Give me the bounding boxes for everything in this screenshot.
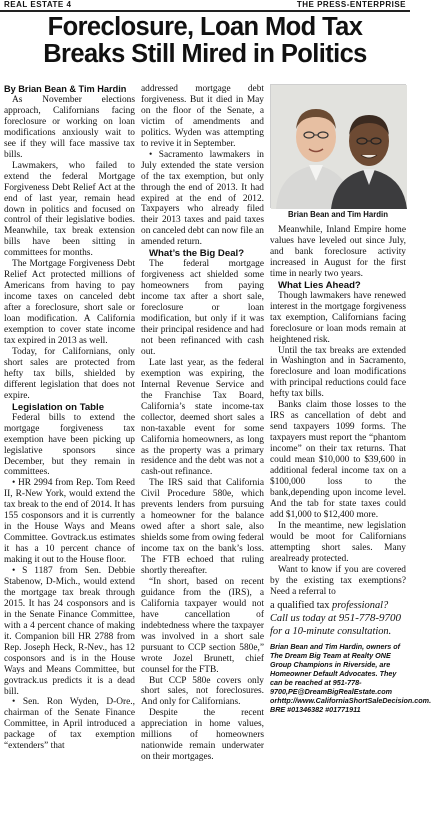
subheading-big-deal: What’s the Big Deal? (149, 248, 245, 260)
paragraph: As November elections approach, Californians facing foreclosure or working on loan modifications anxiously wait to see if they will face massive tax bills. (4, 95, 135, 160)
paragraph: But CCP 580e covers only short sales, not foreclosures. And only for Californians. (141, 675, 264, 708)
paragraph: Despite the recent appreciation in home values, millions of homeowners nationwide remain underwater on their mortgages. (141, 708, 264, 763)
paragraph: Federal bills to extend the mortgage forgiveness tax exemption have been picking up legislative sponsors since December, but they remain in committees. (4, 412, 135, 478)
paragraph: Want to know if you are covered by the existing tax exemptions? Need a referral to (270, 564, 406, 597)
paragraph: • S 1187 from Sen. Debbie Stabenow, D-Mich., would extend the mortgage tax break through 2015. It has 24 cosponsors and is in the Senate Finance Committee, with a 4 percent chance of making it. Companion bill HR 2788 from Rep. Joseph Heck, R-Nev., has 12 cosponsors and is in the House Ways and Means Committee, but govtrack.us predicts it is a dead bill. (4, 566, 135, 697)
headline-line-2: Breaks Still Mired in Politics (43, 40, 367, 68)
cta-tail: for a 10-minute consultation. (270, 626, 392, 638)
article-column-1 (4, 84, 135, 752)
paragraph: Meanwhile, Inland Empire home values have leveled out since July, and bank foreclosure activity increased in August for the first time in nearly two years. (270, 225, 406, 279)
paragraph: In the meantime, new legislation would be moot for Californians attempting short sales. Many arealready protected. (270, 520, 406, 564)
subheading-legislation: Legislation on Table (12, 401, 105, 413)
paragraph: Though lawmakers have renewed interest in the mortgage forgiveness tax exemption, Californians facing foreclosure or loan mods remain at heightened risk. (270, 290, 406, 345)
paragraph: The IRS said that California Civil Procedure 580e, which prevents lenders from pursuing a homeowner for the balance owed after a short sale, also shields some from owing federal income tax on the bank’s loss. The FTB echoed that ruling shortly thereafter. (141, 478, 264, 576)
author-photo (270, 84, 406, 208)
paragraph: Banks claim those losses to the IRS as cancellation of debt and send taxpayers 1099 forms. The taxpayers must report the “phantom income” on their tax returns. That could mean $10,000 to $39,600 in additional federal income tax on a $100,000 loss to the bank,depending upon income level. And the tab for state taxes could add $1,000 to $12,400 more. (270, 400, 406, 520)
paragraph: addressed mortgage debt forgiveness. But it died in May on the floor of the Senate, a victim of amendments and politics. Wyden was attempting to revive it in September. (141, 84, 264, 149)
article-column-2 (141, 84, 264, 763)
photo-caption: Brian Bean and Tim Hardin (288, 210, 388, 219)
paragraph: Until the tax breaks are extended in Washington and in Sacramento, foreclosure and loan modifications with principal reductions could face hefty tax bills. (270, 345, 406, 400)
cta-professional: professional? (332, 600, 389, 612)
call-to-action (270, 599, 406, 638)
author-bio: Brian Bean and Tim Hardin, owners of The Dream Big Team at Realty ONE Group Champions in Riverside, are Homeowner Default Advocates. They can be reached at 951-778-9700,PE@DreamBigRealEstate.com orhttp://www.CaliforniaShortSaleDecision.com. BRE #01346382 #01771911 (270, 642, 431, 715)
paragraph: The Mortgage Forgiveness Debt Relief Act protected millions of Americans from having to pay income taxes on canceled debt after a foreclosure, short sale or loan modification. A California exemption to cover state income tax expired in 2013 as well. (4, 259, 135, 346)
cta-lead: a qualified tax (270, 600, 333, 612)
author-photo-illustration (271, 85, 407, 209)
cta-call: Call us today at (270, 613, 339, 625)
byline: By Brian Bean & Tim Hardin (4, 84, 127, 94)
newspaper-name: THE PRESS-ENTERPRISE (296, 0, 406, 9)
paragraph: • Sen. Ron Wyden, D-Ore., chairman of the Senate Finance Committee, in April introduced a package of tax exemption “extenders” that (4, 697, 135, 752)
paragraph: The federal mortgage forgiveness act shielded some homeowners from paying income tax after a short sale, foreclosure or loan modification, but only if it was their principal residence and had not been refinanced with cash out. (141, 259, 264, 357)
paragraph: Lawmakers, who failed to extend the federal Mortgage Forgiveness Debt Relief Act at the end of last year, remain head down in politics and focused on control of their legislative bodies. Meanwhile, tax break extension bills have been sitting in committees for months. (4, 160, 135, 259)
subheading-what-lies-ahead: What Lies Ahead? (278, 279, 361, 291)
cta-phone: 951-778-9700 (338, 612, 402, 625)
paragraph: • Sacramento lawmakers in July extended the state version of the tax exemption, but only through the end of 2013. It had expired at the end of 2012. Taxpayers who already filed their 2013 taxes and paid taxes on canceled debt can now file an amended return. (141, 149, 264, 248)
article-column-3 (270, 225, 431, 715)
paragraph: Today, for Californians, only short sales are protected from hefty tax bills, shielded by different legislation that does not expire. (4, 346, 135, 401)
paragraph: “In short, based on recent guidance from the (IRS), a California taxpayer would not have cancellation of indebtedness where the taxpayer was involved in a short sale pursuant to CCP section 580e,” wrote Jozel Brunett, chief counsel for the FTB. (141, 576, 264, 675)
paragraph: • HR 2994 from Rep. Tom Reed II, R-New York, would extend the tax break to the end of 2014. It has 155 cosponsors and it is currently in the House Ways and Means Committee. Govtrack.us estimates it has a 10 percent chance of making it out to the House floor. (4, 478, 135, 566)
headline (0, 14, 410, 68)
page-header-bar (0, 0, 410, 12)
paragraph: Late last year, as the federal exemption was expiring, the Internal Revenue Service and the Franchise Tax Board, California’s state income-tax collector, deemed short sales a non-taxable event for some California homeowners, as long as the property was a primary residence and the debt was not a cash-out refinance. (141, 357, 264, 478)
headline-line-1: Foreclosure, Loan Mod Tax (47, 13, 363, 41)
section-label: REAL ESTATE 4 (4, 0, 72, 9)
